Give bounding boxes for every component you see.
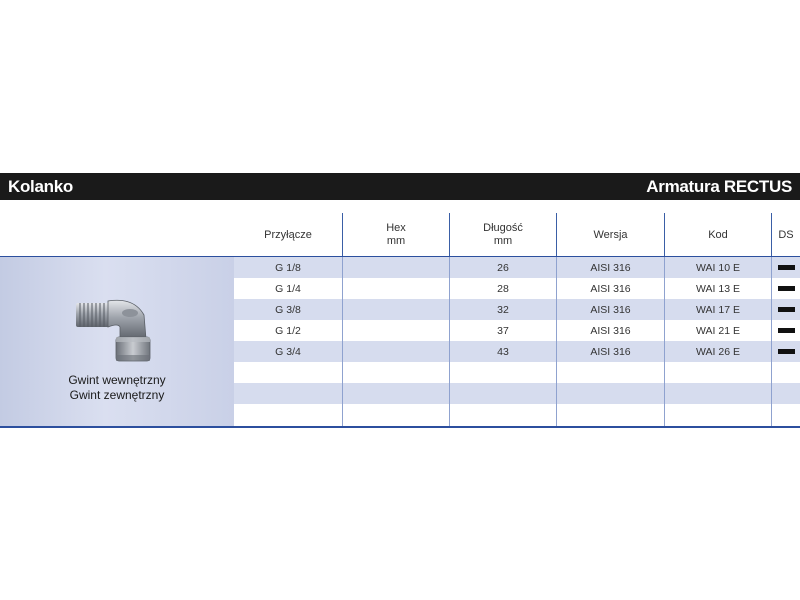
cell-wersja: AISI 316 <box>590 324 631 337</box>
cell-hex <box>343 257 449 278</box>
table-row <box>234 362 800 383</box>
cell-wersja <box>557 362 664 383</box>
cell-kod: WAI 17 E <box>696 303 740 316</box>
cell-hex <box>343 362 449 383</box>
product-caption <box>0 373 234 403</box>
table-header <box>0 213 800 257</box>
cell-hex <box>343 341 449 362</box>
column-header-label: DS <box>778 228 794 241</box>
cell-kod: WAI 21 E <box>696 324 740 337</box>
cell-kod: WAI 10 E <box>696 261 740 274</box>
column-divider <box>342 257 343 426</box>
header-divider <box>342 213 343 257</box>
cell-ds <box>772 341 800 362</box>
availability-dash-icon <box>778 265 795 270</box>
column-divider <box>449 257 450 426</box>
title-banner <box>0 173 800 200</box>
cell-wersja: AISI 316 <box>590 282 631 295</box>
column-header-unit: mm <box>493 235 513 247</box>
column-header-kod <box>665 213 771 257</box>
cell-kod <box>665 404 771 425</box>
column-header-label: Kod <box>708 228 728 241</box>
header-divider <box>556 213 557 257</box>
cell-kod: WAI 13 E <box>696 282 740 295</box>
table-row <box>234 278 800 299</box>
cell-hex <box>343 299 449 320</box>
cell-hex <box>343 383 449 404</box>
table-row <box>234 341 800 362</box>
cell-przylacze: G 1/2 <box>275 324 301 337</box>
header-divider <box>771 213 772 257</box>
cell-przylacze: G 3/4 <box>275 345 301 358</box>
column-header-dlugosc <box>450 213 556 257</box>
page-title: Kolanko <box>8 176 73 196</box>
cell-wersja: AISI 316 <box>590 345 631 358</box>
column-header-wersja <box>557 213 664 257</box>
cell-przylacze: G 1/8 <box>275 261 301 274</box>
cell-ds <box>772 299 800 320</box>
cell-kod <box>665 383 771 404</box>
cell-dlugosc <box>450 362 556 383</box>
cell-przylacze: G 3/8 <box>275 303 301 316</box>
cell-dlugosc: 26 <box>497 261 509 274</box>
cell-przylacze <box>234 362 342 383</box>
cell-przylacze <box>234 383 342 404</box>
cell-wersja: AISI 316 <box>590 261 631 274</box>
cell-dlugosc <box>450 383 556 404</box>
table-row <box>234 257 800 278</box>
product-panel <box>0 257 234 426</box>
cell-dlugosc: 37 <box>497 324 509 337</box>
table-bottom-rule <box>0 426 800 428</box>
header-divider <box>664 213 665 257</box>
brand-label: Armatura RECTUS <box>646 176 792 196</box>
cell-hex <box>343 404 449 425</box>
cell-przylacze <box>234 404 342 425</box>
column-header-label: Wersja <box>593 228 628 241</box>
cell-ds <box>772 362 800 383</box>
caption-line: Gwint zewnętrzny <box>69 388 165 402</box>
table-row <box>234 383 800 404</box>
caption-line: Gwint wewnętrzny <box>68 373 166 387</box>
cell-ds <box>772 404 800 425</box>
cell-ds <box>772 320 800 341</box>
column-divider <box>771 257 772 426</box>
cell-hex <box>343 278 449 299</box>
column-header-label: Hex <box>386 222 406 234</box>
cell-wersja <box>557 383 664 404</box>
cell-ds <box>772 278 800 299</box>
column-header-label: Długość <box>483 222 523 234</box>
availability-dash-icon <box>778 349 795 354</box>
table-row <box>234 299 800 320</box>
availability-dash-icon <box>778 307 795 312</box>
cell-dlugosc <box>450 404 556 425</box>
column-header-label: Przyłącze <box>264 228 312 241</box>
cell-ds <box>772 257 800 278</box>
cell-hex <box>343 320 449 341</box>
column-divider <box>556 257 557 426</box>
cell-dlugosc: 28 <box>497 282 509 295</box>
cell-kod <box>665 362 771 383</box>
table-row <box>234 320 800 341</box>
cell-kod: WAI 26 E <box>696 345 740 358</box>
column-header-unit: mm <box>386 235 406 247</box>
column-header-hex <box>343 213 449 257</box>
header-divider <box>449 213 450 257</box>
column-header-przylacze <box>234 213 342 257</box>
cell-wersja: AISI 316 <box>590 303 631 316</box>
cell-dlugosc: 43 <box>497 345 509 358</box>
elbow-fitting-icon <box>72 295 168 367</box>
cell-wersja <box>557 404 664 425</box>
availability-dash-icon <box>778 328 795 333</box>
table-row <box>234 404 800 425</box>
cell-przylacze: G 1/4 <box>275 282 301 295</box>
cell-ds <box>772 383 800 404</box>
cell-dlugosc: 32 <box>497 303 509 316</box>
column-divider <box>664 257 665 426</box>
column-header-ds <box>772 213 800 257</box>
availability-dash-icon <box>778 286 795 291</box>
